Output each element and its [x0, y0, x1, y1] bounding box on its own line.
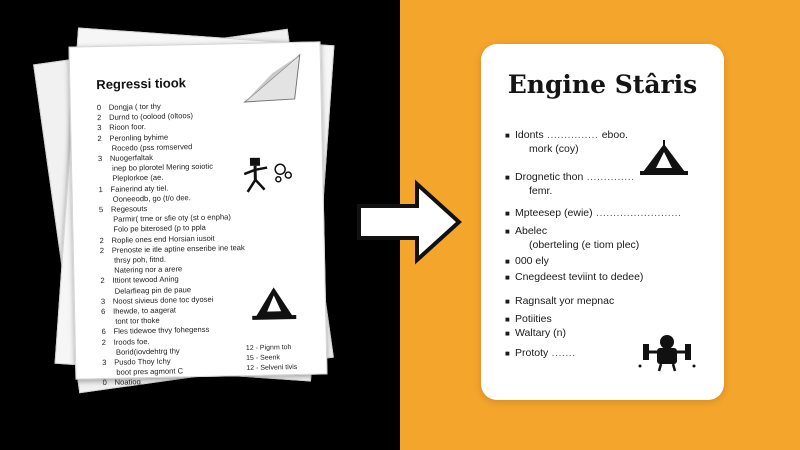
document-line-number: 0	[102, 378, 107, 388]
warning-triangle-icon	[639, 140, 689, 178]
document-footer-lines	[246, 343, 298, 374]
card-item-text: mork (coy)	[529, 143, 579, 155]
document-line-number: 0	[96, 103, 102, 113]
card-item-tail: eboo.	[601, 129, 628, 141]
card-item-text: (oberteling (e tiom plec)	[529, 239, 640, 251]
document-line-text: Parmir( trne or sfie oty (st o enpha)	[113, 212, 231, 225]
card-item	[505, 346, 576, 361]
engine-card	[481, 44, 724, 400]
document-line-text: Borid(iovdehtrg thy	[115, 346, 180, 357]
card-item	[505, 170, 635, 185]
bullet-icon: ■	[505, 329, 510, 338]
page-fold-icon	[242, 53, 303, 104]
card-item	[505, 206, 681, 221]
bullet-icon: ■	[505, 209, 510, 218]
right-arrow-icon	[355, 178, 465, 266]
document-line-text: Delarfieag pin de paue	[114, 284, 192, 296]
document-line-text: Peronling byhime	[109, 132, 169, 143]
card-item-leader: ..............	[583, 171, 635, 183]
card-item	[505, 128, 628, 143]
card-item	[505, 142, 579, 156]
bullet-icon: ■	[505, 297, 510, 306]
document-line-number: 6	[101, 307, 106, 317]
document-line-number: 2	[99, 235, 104, 245]
document-line-text: Noatiog	[114, 377, 141, 388]
document-line-text: Rioon foor.	[109, 122, 147, 133]
document-line-text: Ooneeodb, go (t/o dee.	[112, 192, 191, 204]
document-line-text: Nuogerfaltak	[109, 152, 154, 163]
card-item-text: Waltary (n)	[515, 327, 566, 339]
card-item	[505, 238, 639, 252]
document-line-text: boot pres agmont C	[116, 366, 184, 378]
card-item	[505, 184, 552, 198]
document-line-text: Ittiont tewood Aning	[112, 274, 179, 286]
document-line-number: 3	[97, 123, 102, 133]
document-line-text: Iroods foe.	[113, 336, 150, 347]
document-line-number: 2	[100, 276, 105, 286]
card-item	[505, 254, 549, 269]
card-title: Engine Stâris	[507, 70, 698, 99]
document-line-number: 1	[98, 184, 103, 194]
document-line-number: 2	[97, 133, 102, 143]
document-line-text: Natering nor a arere	[114, 264, 183, 276]
card-item-text: Abelec	[515, 225, 548, 237]
bullet-icon: ■	[505, 227, 510, 236]
document-line-text: thrsy poh, fitnd.	[113, 254, 167, 265]
card-item	[505, 294, 614, 309]
paper-sheet-front	[69, 41, 328, 388]
card-item	[505, 326, 566, 341]
bullet-icon: ■	[505, 273, 510, 282]
document-footer-line: 15 - Seenk	[246, 354, 281, 363]
document-line-text: tont tor thoke	[115, 316, 160, 327]
card-item-text: Prototy	[515, 347, 549, 359]
robot-icon	[637, 332, 697, 372]
document-line-number: 2	[99, 245, 105, 255]
card-item-text: Ragnsalt yor mepnac	[515, 295, 615, 307]
document-line-text: Rocedo (pss romserved	[111, 141, 193, 153]
document-line-text: Folo pe biterosed (p to ppla	[113, 223, 206, 235]
document-line-text: Durnd to (oolood (oltoos)	[108, 111, 194, 123]
document-line-number: 2	[101, 337, 107, 347]
document-line-text: Roplie ones end Horsian iusoit	[111, 233, 215, 245]
document-line-text: Fles tidewoe thvy fohegenss	[113, 325, 210, 337]
document-title: Regressi tiook	[96, 75, 187, 93]
card-item-leader: .........................	[592, 207, 682, 219]
document-footer-line: 12 - Selveni tivis	[246, 363, 298, 373]
document-line-number: 3	[102, 358, 107, 368]
running-figure-icon	[240, 155, 299, 198]
bullet-icon: ■	[505, 349, 510, 358]
document-line-text: Prenoste ie itle aptine enseribe ine teak	[111, 242, 245, 255]
document-line-number: 5	[98, 205, 104, 215]
card-item-text: 000 ely	[515, 255, 549, 267]
document-line-number: 3	[100, 296, 106, 306]
bullet-icon: ■	[505, 315, 510, 324]
card-item-text: Potiities	[515, 313, 552, 325]
document-line-text: Ihewde, to aagerat	[112, 305, 177, 316]
document-line-text: Dongja ( tor thy	[108, 101, 161, 112]
document-line-number: 6	[101, 327, 106, 337]
document-line-text: Regesouts	[110, 204, 148, 214]
card-item-text: Idonts	[515, 129, 544, 141]
card-item	[505, 270, 643, 285]
document-line-number: 3	[97, 154, 103, 164]
card-item-text: femr.	[529, 185, 553, 197]
document-footer-line: 12 - Pignm toh	[245, 344, 292, 353]
card-item-text: Drognetic thon	[515, 171, 584, 183]
document-line-text: Pusdo Thoy Ichy	[114, 356, 171, 367]
bullet-icon: ■	[505, 131, 510, 140]
card-item	[505, 312, 552, 327]
document-line-text: inep bo plorotel Mering soiotic	[112, 161, 214, 174]
card-item-text: Cnegdeest teviint to dedee)	[515, 271, 644, 283]
card-item	[505, 224, 547, 239]
card-item-leader: .......	[548, 347, 576, 359]
warning-triangle-icon	[251, 283, 298, 324]
document-line-text: Fainerind aty tiel.	[110, 183, 169, 194]
document-line-number: 2	[96, 113, 102, 123]
bullet-icon: ■	[505, 173, 510, 182]
card-item-leader: ...............	[543, 129, 602, 141]
bullet-icon: ■	[505, 257, 510, 266]
card-item-text: Mpteesep (ewie)	[515, 207, 593, 219]
document-line-text: Noost sivieus done toc dyosei	[112, 294, 214, 306]
document-line-text: Pleplorkoe (ae.	[112, 173, 164, 184]
